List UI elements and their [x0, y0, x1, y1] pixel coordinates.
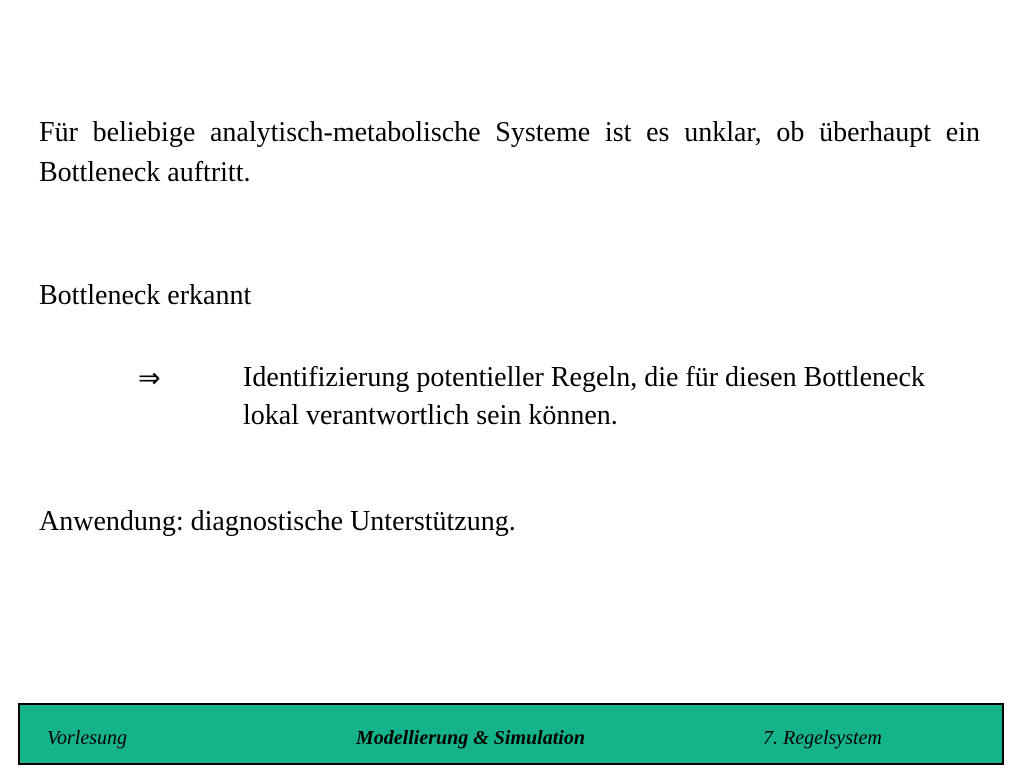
footer-chapter-label: 7. Regelsystem	[763, 727, 882, 749]
statement-bottleneck-detected: Bottleneck erkannt	[39, 280, 252, 311]
footer-course-title: Modellierung & Simulation	[356, 727, 585, 749]
paragraph-application: Anwendung: diagnostische Unterstützung.	[39, 506, 516, 537]
implies-arrow-icon: ⇒	[138, 363, 161, 394]
footer-bar	[18, 703, 1004, 765]
footer-lecture-label: Vorlesung	[47, 727, 127, 749]
paragraph-intro: Für beliebige analytisch-metabolische Systeme ist es unklar, ob überhaupt ein Bottleneck auftritt.	[39, 117, 980, 188]
implication-text: Identifizierung potentieller Regeln, die für diesen Bottleneck lokal verantwortlich sein können.	[243, 362, 925, 431]
